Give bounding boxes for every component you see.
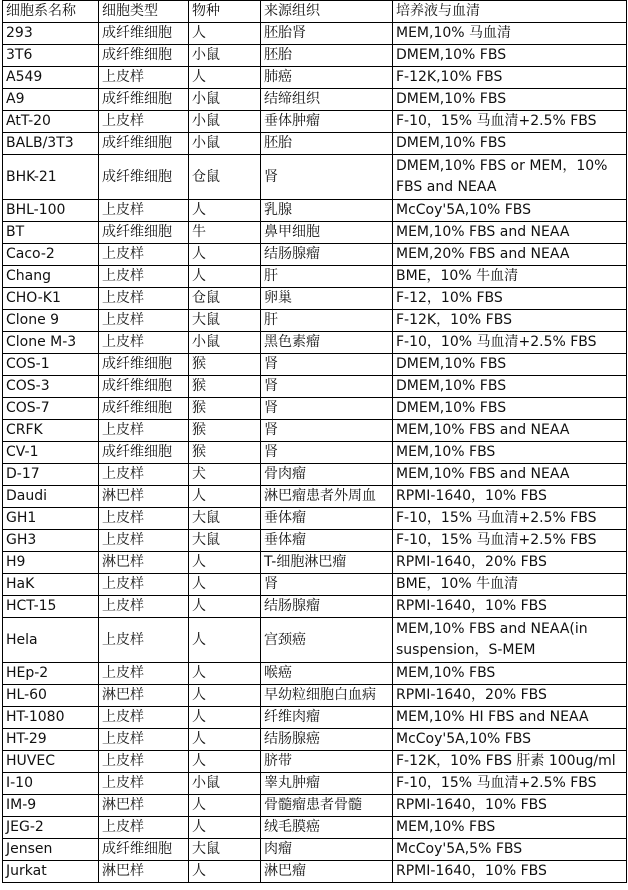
header-medium-serum: 培养液与血清 (393, 1, 627, 23)
cell-medium-serum: McCoy'5A,5% FBS (393, 839, 627, 861)
cell-cell-line-name: I-10 (3, 773, 99, 795)
cell-source-tissue: 肾 (261, 420, 393, 442)
cell-cell-line-name: A9 (3, 89, 99, 111)
cell-medium-serum: MEM,20% FBS and NEAA (393, 244, 627, 266)
cell-cell-line-name: Hela (3, 618, 99, 663)
cell-cell-line-name: D-17 (3, 464, 99, 486)
cell-species: 人 (189, 618, 261, 663)
cell-species: 人 (189, 200, 261, 222)
cell-medium-serum: BME，10% 牛血清 (393, 574, 627, 596)
table-row (3, 111, 627, 133)
cell-cell-line-name: GH3 (3, 530, 99, 552)
cell-cell-line-name: HCT-15 (3, 596, 99, 618)
cell-medium-serum: MEM,10% FBS (393, 817, 627, 839)
cell-medium-serum: MEM,10% FBS (393, 442, 627, 464)
table-row (3, 200, 627, 222)
cell-cell-line-name: BHK-21 (3, 155, 99, 200)
cell-cell-line-name: 3T6 (3, 45, 99, 67)
cell-medium-serum: DMEM,10% FBS (393, 398, 627, 420)
cell-cell-type: 上皮样 (99, 663, 189, 685)
cell-source-tissue: 结肠腺癌 (261, 729, 393, 751)
cell-medium-serum: F-10，15% 马血清+2.5% FBS (393, 508, 627, 530)
table-row (3, 354, 627, 376)
cell-cell-line-name: Jensen (3, 839, 99, 861)
cell-cell-type: 上皮样 (99, 773, 189, 795)
cell-source-tissue: 黑色素瘤 (261, 332, 393, 354)
cell-cell-line-name: GH1 (3, 508, 99, 530)
cell-species: 大鼠 (189, 508, 261, 530)
cell-source-tissue: 宫颈癌 (261, 618, 393, 663)
cell-medium-serum: MEM,10% FBS (393, 663, 627, 685)
cell-source-tissue: 垂体瘤 (261, 508, 393, 530)
table-row (3, 133, 627, 155)
cell-cell-type: 成纤维细胞 (99, 222, 189, 244)
cell-cell-type: 上皮样 (99, 817, 189, 839)
cell-cell-type: 成纤维细胞 (99, 23, 189, 45)
cell-source-tissue: 脐带 (261, 751, 393, 773)
cell-species: 人 (189, 751, 261, 773)
cell-cell-type: 成纤维细胞 (99, 45, 189, 67)
cell-medium-serum: DMEM,10% FBS or MEM，10% FBS and NEAA (393, 155, 627, 200)
table-row (3, 685, 627, 707)
table-row (3, 751, 627, 773)
cell-cell-line-name: A549 (3, 67, 99, 89)
cell-cell-type: 成纤维细胞 (99, 839, 189, 861)
table-row (3, 376, 627, 398)
cell-cell-type: 淋巴样 (99, 795, 189, 817)
cell-medium-serum: F-10，15% 马血清+2.5% FBS (393, 530, 627, 552)
cell-line-table (2, 0, 627, 883)
cell-cell-type: 成纤维细胞 (99, 133, 189, 155)
cell-species: 小鼠 (189, 773, 261, 795)
table-body (3, 23, 627, 883)
cell-cell-line-name: COS-3 (3, 376, 99, 398)
cell-cell-type: 成纤维细胞 (99, 354, 189, 376)
cell-species: 犬 (189, 464, 261, 486)
cell-species: 人 (189, 23, 261, 45)
table-row (3, 288, 627, 310)
cell-species: 牛 (189, 222, 261, 244)
cell-source-tissue: 结缔组织 (261, 89, 393, 111)
header-row (3, 1, 627, 23)
cell-species: 人 (189, 685, 261, 707)
cell-medium-serum: RPMI-1640，20% FBS (393, 685, 627, 707)
cell-cell-type: 上皮样 (99, 464, 189, 486)
cell-cell-type: 上皮样 (99, 596, 189, 618)
cell-species: 猴 (189, 354, 261, 376)
cell-cell-line-name: BHL-100 (3, 200, 99, 222)
table-row (3, 839, 627, 861)
cell-medium-serum: McCoy'5A,10% FBS (393, 200, 627, 222)
table-row (3, 530, 627, 552)
cell-medium-serum: F-12K，10% FBS (393, 310, 627, 332)
cell-medium-serum: MEM,10% FBS and NEAA (393, 222, 627, 244)
cell-source-tissue: 肝 (261, 266, 393, 288)
cell-cell-line-name: Clone 9 (3, 310, 99, 332)
cell-species: 仓鼠 (189, 288, 261, 310)
cell-species: 猴 (189, 420, 261, 442)
cell-source-tissue: 胚胎 (261, 133, 393, 155)
table-row (3, 508, 627, 530)
cell-species: 人 (189, 817, 261, 839)
cell-species: 人 (189, 729, 261, 751)
cell-source-tissue: 胚胎肾 (261, 23, 393, 45)
cell-cell-line-name: BALB/3T3 (3, 133, 99, 155)
cell-species: 人 (189, 67, 261, 89)
cell-cell-line-name: HUVEC (3, 751, 99, 773)
cell-cell-line-name: Caco-2 (3, 244, 99, 266)
cell-cell-type: 淋巴样 (99, 685, 189, 707)
cell-medium-serum: DMEM,10% FBS (393, 354, 627, 376)
cell-cell-type: 上皮样 (99, 288, 189, 310)
cell-medium-serum: MEM,10% FBS and NEAA(in suspension，S-MEM (393, 618, 627, 663)
table-row (3, 618, 627, 663)
cell-source-tissue: 垂体瘤 (261, 530, 393, 552)
table-row (3, 244, 627, 266)
cell-cell-line-name: HT-1080 (3, 707, 99, 729)
cell-source-tissue: 鼻甲细胞 (261, 222, 393, 244)
cell-medium-serum: DMEM,10% FBS (393, 89, 627, 111)
cell-cell-line-name: HL-60 (3, 685, 99, 707)
table-row (3, 861, 627, 883)
cell-cell-type: 成纤维细胞 (99, 442, 189, 464)
cell-cell-type: 淋巴样 (99, 861, 189, 883)
cell-source-tissue: 肾 (261, 442, 393, 464)
cell-medium-serum: DMEM,10% FBS (393, 45, 627, 67)
cell-source-tissue: 喉癌 (261, 663, 393, 685)
cell-cell-line-name: Daudi (3, 486, 99, 508)
table-row (3, 398, 627, 420)
cell-medium-serum: RPMI-1640，10% FBS (393, 861, 627, 883)
cell-source-tissue: 肾 (261, 376, 393, 398)
cell-source-tissue: 肝 (261, 310, 393, 332)
cell-cell-line-name: HEp-2 (3, 663, 99, 685)
header-species: 物种 (189, 1, 261, 23)
cell-source-tissue: 肾 (261, 398, 393, 420)
cell-species: 猴 (189, 376, 261, 398)
cell-cell-line-name: AtT-20 (3, 111, 99, 133)
cell-source-tissue: 睾丸肿瘤 (261, 773, 393, 795)
cell-cell-type: 上皮样 (99, 530, 189, 552)
cell-species: 猴 (189, 398, 261, 420)
table-row (3, 773, 627, 795)
cell-species: 大鼠 (189, 839, 261, 861)
cell-medium-serum: RPMI-1640，10% FBS (393, 795, 627, 817)
cell-species: 人 (189, 552, 261, 574)
cell-cell-line-name: Chang (3, 266, 99, 288)
cell-cell-type: 上皮样 (99, 707, 189, 729)
cell-medium-serum: F-10，10% 马血清+2.5% FBS (393, 332, 627, 354)
cell-cell-line-name: IM-9 (3, 795, 99, 817)
table-row (3, 817, 627, 839)
cell-source-tissue: 肺癌 (261, 67, 393, 89)
cell-species: 人 (189, 596, 261, 618)
cell-cell-line-name: HaK (3, 574, 99, 596)
cell-species: 人 (189, 244, 261, 266)
cell-medium-serum: MEM,10% FBS and NEAA (393, 464, 627, 486)
cell-cell-type: 上皮样 (99, 508, 189, 530)
cell-cell-type: 上皮样 (99, 200, 189, 222)
cell-species: 人 (189, 795, 261, 817)
cell-cell-type: 淋巴样 (99, 552, 189, 574)
cell-source-tissue: T-细胞淋巴瘤 (261, 552, 393, 574)
cell-species: 人 (189, 574, 261, 596)
cell-medium-serum: F-10，15% 马血清+2.5% FBS (393, 111, 627, 133)
table-row (3, 89, 627, 111)
cell-cell-line-name: CHO-K1 (3, 288, 99, 310)
cell-cell-type: 上皮样 (99, 111, 189, 133)
cell-medium-serum: F-12，10% FBS (393, 288, 627, 310)
cell-cell-line-name: Jurkat (3, 861, 99, 883)
cell-species: 人 (189, 707, 261, 729)
table-row (3, 663, 627, 685)
cell-source-tissue: 骨髓瘤患者骨髓 (261, 795, 393, 817)
table-row (3, 464, 627, 486)
table-row (3, 420, 627, 442)
cell-cell-type: 上皮样 (99, 574, 189, 596)
cell-medium-serum: BME，10% 牛血清 (393, 266, 627, 288)
table-row (3, 266, 627, 288)
cell-cell-type: 上皮样 (99, 618, 189, 663)
cell-cell-type: 上皮样 (99, 266, 189, 288)
cell-cell-line-name: CRFK (3, 420, 99, 442)
cell-cell-type: 上皮样 (99, 67, 189, 89)
header-cell-type: 细胞类型 (99, 1, 189, 23)
cell-cell-line-name: H9 (3, 552, 99, 574)
cell-species: 人 (189, 486, 261, 508)
cell-species: 大鼠 (189, 530, 261, 552)
cell-medium-serum: RPMI-1640，20% FBS (393, 552, 627, 574)
table-row (3, 45, 627, 67)
cell-source-tissue: 胚胎 (261, 45, 393, 67)
cell-medium-serum: DMEM,10% FBS (393, 376, 627, 398)
cell-cell-type: 成纤维细胞 (99, 89, 189, 111)
cell-cell-line-name: BT (3, 222, 99, 244)
cell-source-tissue: 肾 (261, 155, 393, 200)
cell-cell-type: 上皮样 (99, 420, 189, 442)
cell-medium-serum: McCoy'5A,10% FBS (393, 729, 627, 751)
cell-source-tissue: 淋巴瘤 (261, 861, 393, 883)
cell-medium-serum: MEM,10% HI FBS and NEAA (393, 707, 627, 729)
cell-source-tissue: 骨肉瘤 (261, 464, 393, 486)
header-cell-line-name: 细胞系名称 (3, 1, 99, 23)
cell-cell-type: 淋巴样 (99, 486, 189, 508)
cell-source-tissue: 乳腺 (261, 200, 393, 222)
cell-medium-serum: F-10，15% 马血清+2.5% FBS (393, 773, 627, 795)
cell-source-tissue: 肉瘤 (261, 839, 393, 861)
cell-species: 小鼠 (189, 89, 261, 111)
table-row (3, 332, 627, 354)
cell-source-tissue: 肾 (261, 574, 393, 596)
cell-cell-type: 上皮样 (99, 310, 189, 332)
cell-cell-type: 上皮样 (99, 332, 189, 354)
cell-species: 小鼠 (189, 332, 261, 354)
cell-medium-serum: MEM,10% 马血清 (393, 23, 627, 45)
cell-species: 人 (189, 266, 261, 288)
cell-source-tissue: 卵巢 (261, 288, 393, 310)
table-row (3, 795, 627, 817)
cell-cell-type: 成纤维细胞 (99, 398, 189, 420)
table-row (3, 729, 627, 751)
cell-source-tissue: 绒毛膜癌 (261, 817, 393, 839)
cell-cell-line-name: CV-1 (3, 442, 99, 464)
cell-species: 仓鼠 (189, 155, 261, 200)
cell-source-tissue: 结肠腺瘤 (261, 596, 393, 618)
cell-cell-line-name: Clone M-3 (3, 332, 99, 354)
cell-source-tissue: 纤维肉瘤 (261, 707, 393, 729)
cell-source-tissue: 早幼粒细胞白血病 (261, 685, 393, 707)
table-row (3, 23, 627, 45)
cell-cell-type: 成纤维细胞 (99, 155, 189, 200)
cell-cell-line-name: JEG-2 (3, 817, 99, 839)
cell-cell-line-name: COS-1 (3, 354, 99, 376)
cell-medium-serum: RPMI-1640，10% FBS (393, 486, 627, 508)
cell-species: 猴 (189, 442, 261, 464)
table-row (3, 222, 627, 244)
cell-cell-line-name: 293 (3, 23, 99, 45)
cell-species: 小鼠 (189, 133, 261, 155)
cell-medium-serum: DMEM,10% FBS (393, 133, 627, 155)
table-row (3, 310, 627, 332)
cell-species: 小鼠 (189, 45, 261, 67)
cell-source-tissue: 结肠腺瘤 (261, 244, 393, 266)
cell-cell-type: 上皮样 (99, 751, 189, 773)
cell-cell-type: 上皮样 (99, 729, 189, 751)
header-source-tissue: 来源组织 (261, 1, 393, 23)
cell-source-tissue: 淋巴瘤患者外周血 (261, 486, 393, 508)
cell-cell-line-name: COS-7 (3, 398, 99, 420)
cell-species: 人 (189, 663, 261, 685)
table-row (3, 442, 627, 464)
table-row (3, 596, 627, 618)
cell-species: 人 (189, 861, 261, 883)
table-row (3, 707, 627, 729)
cell-cell-line-name: HT-29 (3, 729, 99, 751)
table-row (3, 486, 627, 508)
cell-medium-serum: F-12K,10% FBS (393, 67, 627, 89)
cell-species: 小鼠 (189, 111, 261, 133)
cell-medium-serum: MEM,10% FBS and NEAA (393, 420, 627, 442)
cell-cell-type: 上皮样 (99, 244, 189, 266)
cell-species: 大鼠 (189, 310, 261, 332)
cell-medium-serum: F-12K，10% FBS 肝素 100ug/ml (393, 751, 627, 773)
table-row (3, 155, 627, 200)
cell-medium-serum: RPMI-1640，10% FBS (393, 596, 627, 618)
table-row (3, 67, 627, 89)
cell-source-tissue: 肾 (261, 354, 393, 376)
cell-source-tissue: 垂体肿瘤 (261, 111, 393, 133)
table-row (3, 552, 627, 574)
table-row (3, 574, 627, 596)
cell-cell-type: 成纤维细胞 (99, 376, 189, 398)
